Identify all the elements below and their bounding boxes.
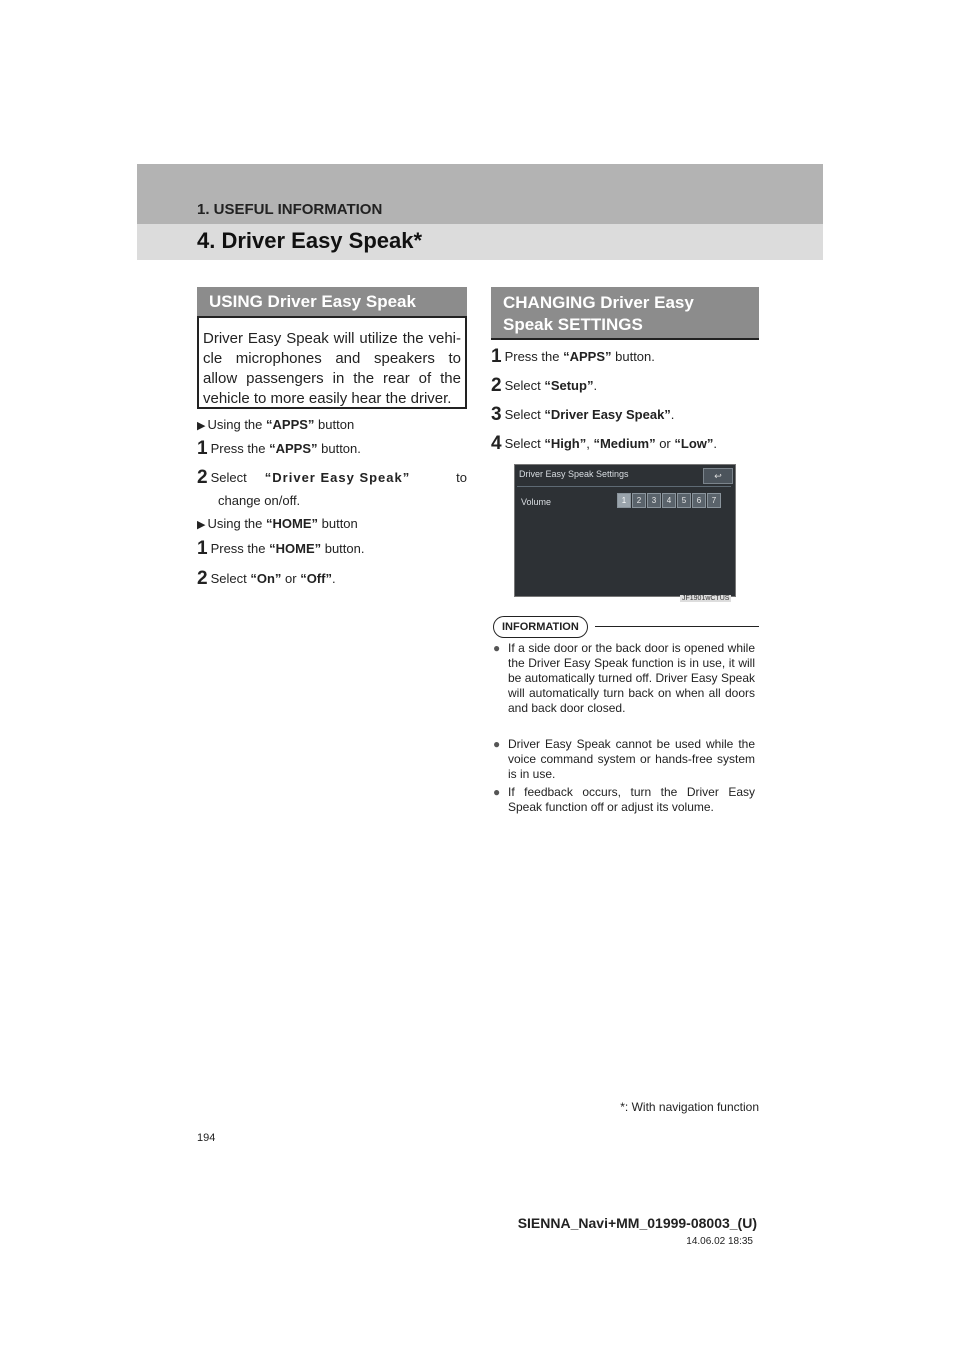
- volume-level-button[interactable]: 7: [707, 493, 721, 508]
- step-text: button.: [321, 541, 365, 556]
- step-text: Press the: [210, 441, 270, 456]
- group1-step2-cont: change on/off.: [218, 493, 301, 508]
- screen-divider: [517, 486, 731, 487]
- step-key: “On”: [250, 571, 282, 586]
- bullet-icon: ●: [493, 641, 501, 655]
- group1-lead-text: Using the: [207, 417, 267, 432]
- step-text: Select: [210, 470, 251, 485]
- step-key: “Driver Easy Speak”: [544, 407, 671, 422]
- group2-tail: button: [318, 516, 358, 531]
- step-text: Press the: [504, 349, 564, 364]
- step-key: “Driver Easy Speak”: [264, 470, 411, 485]
- screen-title: Driver Easy Speak Settings: [519, 469, 629, 479]
- step-text: Press the: [210, 541, 270, 556]
- group2-key: “HOME”: [266, 516, 319, 531]
- group1-lead: [197, 416, 354, 435]
- volume-level-button[interactable]: 1: [617, 493, 631, 508]
- info-bullet: [493, 737, 755, 782]
- volume-level-button[interactable]: 3: [647, 493, 661, 508]
- step-text: or: [655, 436, 675, 451]
- group2-lead-text: Using the: [207, 516, 267, 531]
- bullet-icon: ●: [493, 737, 501, 751]
- step-text: ,: [586, 436, 594, 451]
- triangle-icon: ▶: [197, 519, 206, 531]
- group1-step1: [197, 440, 361, 458]
- right-heading-rule: [491, 338, 759, 340]
- info-bullet: [493, 641, 755, 716]
- volume-label: Volume: [521, 497, 552, 507]
- step-number: 1: [197, 538, 208, 559]
- step-key: “High”: [544, 436, 587, 451]
- chapter-title: 4. Driver Easy Speak*: [197, 228, 423, 253]
- back-icon[interactable]: ↩: [703, 468, 733, 484]
- step-text: to: [456, 470, 467, 485]
- volume-level-button[interactable]: 4: [662, 493, 676, 508]
- bullet-icon: ●: [493, 785, 501, 799]
- volume-levels: [617, 493, 721, 508]
- step-key: “APPS”: [269, 441, 318, 456]
- triangle-icon: ▶: [197, 420, 206, 432]
- intro-box: [197, 317, 467, 409]
- group2-lead: [197, 515, 358, 534]
- step-key: “Setup”: [544, 378, 594, 393]
- document-id: SIENNA_Navi+MM_01999-08003_(U): [517, 1215, 757, 1231]
- page-number: 194: [197, 1132, 216, 1144]
- info-bullet: [493, 785, 755, 815]
- right-step2: [491, 377, 597, 395]
- step-number: 1: [491, 346, 502, 367]
- step-key: “APPS”: [563, 349, 612, 364]
- footnote: *: With navigation function: [620, 1100, 759, 1114]
- volume-level-button[interactable]: 2: [632, 493, 646, 508]
- right-step3: [491, 406, 674, 424]
- settings-screen-image: [514, 464, 736, 597]
- step-number: 4: [491, 433, 502, 454]
- right-step4: [491, 435, 717, 453]
- step-text: Select: [504, 378, 545, 393]
- step-text: .: [331, 571, 336, 586]
- step-key: “Low”: [674, 436, 714, 451]
- group2-step1: [197, 540, 364, 558]
- step-text: .: [670, 407, 675, 422]
- step-key: “Medium”: [593, 436, 656, 451]
- step-number: 2: [491, 375, 502, 396]
- volume-level-button[interactable]: 5: [677, 493, 691, 508]
- step-text: .: [593, 378, 598, 393]
- step-text: or: [281, 571, 301, 586]
- info-bullet-text: If feedback occurs, turn the Driver Easy Speak function off or adjust its volume.: [508, 785, 755, 814]
- right-heading-line1: CHANGING Driver Easy: [503, 293, 694, 312]
- step-text: Select: [504, 407, 545, 422]
- right-heading-line2: Speak SETTINGS: [503, 315, 643, 334]
- step-number: 1: [197, 438, 208, 459]
- right-heading: [491, 287, 759, 339]
- info-bullet-text: If a side door or the back door is opened while the Driver Easy Speak function is in use, it will be automatically turned off. Driver Easy Speak will automatically turn back on when all doors and back door closed.: [508, 641, 755, 715]
- group1-key: “APPS”: [266, 417, 315, 432]
- document-date: 14.06.02 18:35: [686, 1236, 753, 1247]
- left-heading: USING Driver Easy Speak: [197, 287, 467, 317]
- step-text: Select: [504, 436, 545, 451]
- group2-step2: [197, 570, 336, 588]
- section-label: 1. USEFUL INFORMATION: [197, 201, 383, 218]
- volume-level-button[interactable]: 6: [692, 493, 706, 508]
- step-key: “Off”: [300, 571, 332, 586]
- step-number: 3: [491, 404, 502, 425]
- group1-tail: button: [314, 417, 355, 432]
- information-badge: INFORMATION: [493, 616, 588, 638]
- step-text: .: [713, 436, 717, 451]
- image-code: JF1901wCTUS: [682, 595, 730, 602]
- step-key: “HOME”: [269, 541, 322, 556]
- information-rule: [595, 626, 759, 627]
- step-number: 2: [197, 467, 208, 488]
- right-step1: [491, 348, 655, 366]
- info-bullet-text: Driver Easy Speak cannot be used while the voice command system or hands-free system is in use.: [508, 737, 755, 781]
- group1-step2: [197, 469, 467, 487]
- intro-text: Driver Easy Speak will utilize the vehi-cle microphones and speakers to allow passengers in the rear of the vehicle to more easily hear the driver.: [203, 330, 461, 407]
- step-text: button.: [611, 349, 655, 364]
- step-text: button.: [317, 441, 361, 456]
- step-text: Select: [210, 571, 251, 586]
- step-number: 2: [197, 568, 208, 589]
